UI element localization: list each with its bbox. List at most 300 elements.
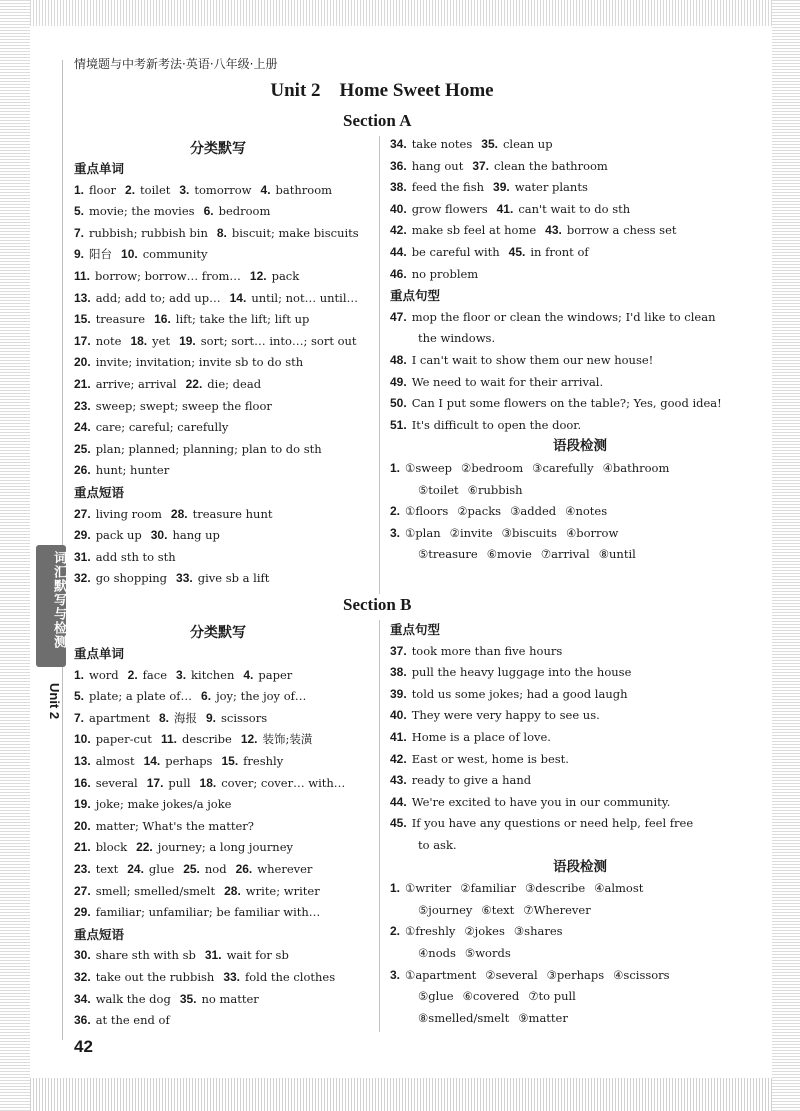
answer-line [390, 641, 770, 663]
item-number: 36. [390, 158, 407, 173]
answer-text: arrive; arrival [95, 376, 177, 391]
item-number: 39. [390, 686, 407, 701]
answer-text: bathroom [275, 182, 333, 197]
answer-text: clean the bathroom [494, 158, 608, 173]
item-number: 34. [74, 991, 91, 1006]
answer-text: ⑤toilet [418, 482, 459, 497]
category-heading: 重点句型 [390, 288, 441, 304]
answer-line [74, 374, 384, 396]
item-number: 14. [143, 753, 161, 768]
category-heading: 重点短语 [74, 926, 125, 942]
answer-text: ⑤words [464, 945, 511, 960]
answer-text: biscuit; make biscuits [231, 225, 359, 240]
subsection-heading: 语段检测 [553, 858, 607, 875]
item-number: 24. [127, 861, 144, 876]
answer-line [74, 439, 384, 461]
answer-text: ②several [485, 967, 538, 982]
answer-text: ④scissors [613, 967, 670, 982]
answer-text: ⑦to pull [528, 989, 576, 1004]
section-b-left-column [74, 643, 384, 1032]
answer-text: write; writer [245, 883, 320, 898]
item-number: 41. [390, 729, 407, 744]
answer-line [390, 523, 770, 545]
item-number: 38. [390, 180, 407, 195]
item-number: 20. [74, 818, 91, 833]
item-number: 26. [74, 463, 91, 478]
answer-line [74, 665, 384, 687]
answer-text: ⑨matter [518, 1010, 568, 1025]
answer-text: They were very happy to see us. [411, 708, 600, 723]
item-number: 6. [201, 689, 212, 704]
item-number: 10. [121, 247, 138, 262]
answer-text: ③shares [513, 924, 563, 939]
answer-line [390, 156, 770, 178]
item-number: 25. [74, 441, 91, 456]
answer-text: to ask. [418, 837, 457, 852]
item-number: 1. [74, 667, 85, 682]
answer-text: ③added [510, 504, 557, 519]
answer-text: share sth with sb [95, 948, 196, 963]
answer-text: give sb a lift [197, 571, 270, 586]
item-number: 16. [154, 312, 171, 327]
answer-line [390, 986, 770, 1008]
answer-text: yet [152, 333, 171, 348]
answer-line [390, 544, 770, 566]
answer-text: treasure hunt [192, 506, 273, 521]
scan-border-right [772, 0, 800, 1111]
answer-line [390, 770, 770, 792]
answer-line [74, 794, 384, 816]
answer-text: paper-cut [95, 732, 152, 747]
answer-line [74, 989, 384, 1011]
item-number: 23. [74, 398, 91, 413]
answer-text: ①floors [405, 504, 449, 519]
answer-line [390, 705, 770, 727]
item-number: 31. [74, 549, 91, 564]
answer-text: clean up [502, 137, 553, 151]
answer-line [390, 328, 770, 350]
book-title: 情境题与中考新考法·英语·八年级·上册 [74, 57, 278, 71]
item-number: 13. [74, 753, 91, 768]
answer-text: borrow; borrow… from… [95, 268, 241, 283]
answer-text: floor [89, 182, 117, 197]
item-number: 38. [390, 665, 407, 680]
answer-line [74, 686, 384, 708]
answer-text: add; add to; add up… [95, 290, 221, 305]
item-number: 35. [179, 991, 197, 1006]
answer-text: If you have any questions or need help, feel free [411, 816, 694, 831]
answer-line [74, 708, 384, 730]
item-number: 43. [390, 773, 407, 788]
item-number: 2. [390, 504, 401, 519]
item-number: 16. [74, 775, 91, 790]
answer-text: ⑤treasure [418, 547, 478, 562]
item-number: 3. [179, 182, 190, 197]
answer-text: ②packs [457, 504, 502, 519]
answer-text: plate; a plate of… [89, 689, 193, 704]
answer-text: word [89, 667, 119, 682]
answer-text: care; careful; carefully [95, 420, 229, 435]
answer-text: 装饰;装潢 [262, 732, 313, 747]
answer-text: can't wait to do sth [518, 201, 631, 216]
item-number: 2. [390, 924, 401, 939]
answer-text: add sth to sth [95, 549, 176, 564]
page-number: 42 [74, 1037, 93, 1056]
answer-line [74, 751, 384, 773]
answer-text: plan; planned; planning; plan to do sth [95, 441, 322, 456]
answer-text: ③perhaps [546, 967, 605, 982]
answer-text: 海报 [173, 710, 197, 725]
answer-line [390, 1008, 770, 1030]
answer-text: ④bathroom [602, 460, 670, 475]
item-number: 51. [390, 417, 407, 432]
category-heading: 重点单词 [74, 646, 125, 661]
answer-text: Can I put some flowers on the table?; Yes, good idea! [411, 396, 722, 411]
answer-line [74, 180, 384, 202]
answer-text: ①plan [405, 525, 441, 540]
item-number: 47. [390, 309, 407, 324]
item-number: 20. [74, 355, 91, 370]
item-number: 33. [223, 969, 240, 984]
item-number: 9. [74, 247, 85, 262]
item-number: 49. [390, 374, 407, 389]
section-a-left-column [74, 158, 384, 590]
item-number: 37. [390, 643, 407, 658]
item-number: 35. [481, 137, 498, 151]
answer-line [390, 264, 770, 286]
answer-text: perhaps [165, 753, 213, 768]
item-number: 36. [74, 1013, 91, 1028]
item-number: 40. [390, 201, 407, 216]
answer-text: bedroom [218, 204, 271, 219]
answer-text: in front of [530, 244, 589, 259]
answer-line [390, 480, 770, 502]
answer-text: block [95, 840, 128, 855]
answer-line [390, 199, 770, 221]
answer-text: apartment [89, 710, 150, 725]
answer-line [390, 242, 770, 264]
item-number: 45. [390, 816, 407, 831]
item-number: 11. [74, 268, 91, 283]
item-number: 8. [216, 225, 227, 240]
answer-line [74, 773, 384, 795]
item-number: 8. [158, 710, 169, 725]
answer-line [390, 415, 770, 437]
item-number: 1. [74, 182, 85, 197]
item-number: 19. [74, 797, 91, 812]
category-heading: 重点短语 [74, 484, 125, 500]
answer-line [390, 943, 770, 965]
answer-text: ④almost [594, 881, 644, 896]
item-number: 29. [74, 528, 91, 543]
answer-text: sweep; swept; sweep the floor [95, 398, 272, 413]
answer-line [390, 134, 770, 156]
answer-text: rubbish; rubbish bin [89, 225, 208, 240]
answer-text: 阳台 [89, 247, 113, 262]
answer-text: hang up [172, 528, 220, 543]
answer-text: ③describe [525, 881, 586, 896]
answer-line [390, 662, 770, 684]
item-number: 1. [390, 460, 401, 475]
item-number: 41. [496, 201, 514, 216]
answer-text: wait for sb [226, 948, 289, 963]
answer-text: sort; sort… into…; sort out [200, 333, 357, 348]
answer-text: hang out [411, 158, 464, 173]
item-number: 3. [390, 967, 401, 982]
answer-line [74, 417, 384, 439]
answer-text: I can't wait to show them our new house! [411, 352, 654, 367]
answer-text: ①apartment [405, 967, 477, 982]
answer-text: journey; a long journey [157, 840, 294, 855]
answer-line [390, 684, 770, 706]
answer-text: ⑤journey [418, 902, 473, 917]
answer-line [74, 816, 384, 838]
answer-line [390, 350, 770, 372]
scan-border-left [0, 0, 30, 1111]
answer-text: ③carefully [532, 460, 594, 475]
answer-text: go shopping [95, 571, 168, 586]
answer-text: be careful with [411, 244, 500, 259]
answer-line [390, 813, 770, 835]
item-number: 2. [127, 667, 138, 682]
item-number: 34. [390, 137, 407, 151]
section-a-right-column [390, 134, 770, 566]
answer-line [390, 900, 770, 922]
answer-line [74, 547, 384, 569]
answer-text: mop the floor or clean the windows; I'd like to clean [411, 309, 716, 324]
item-number: 18. [199, 775, 217, 790]
answer-text: the windows. [418, 331, 496, 346]
item-number: 26. [235, 861, 253, 876]
answer-text: make sb feel at home [411, 223, 537, 238]
answer-text: paper [258, 667, 293, 682]
item-number: 22. [136, 840, 153, 855]
answer-text: ⑦Wherever [523, 902, 591, 917]
item-number: 3. [390, 525, 401, 540]
answer-line [74, 352, 384, 374]
answer-line [390, 501, 770, 523]
answer-text: joy; the joy of… [216, 689, 307, 704]
answer-text: pull the heavy luggage into the house [411, 665, 632, 680]
answer-text: ②bedroom [461, 460, 524, 475]
item-number: 12. [249, 268, 267, 283]
item-number: 15. [74, 312, 91, 327]
answer-text: ⑦arrival [540, 547, 590, 562]
item-number: 17. [146, 775, 164, 790]
item-number: 30. [150, 528, 168, 543]
answer-text: fold the clothes [245, 969, 336, 984]
scan-border-top [0, 0, 800, 26]
answer-text: pack up [95, 528, 142, 543]
answer-text: wherever [257, 861, 313, 876]
scan-border-bottom [0, 1078, 800, 1111]
answer-text: ⑤glue [418, 989, 454, 1004]
item-number: 11. [160, 732, 177, 747]
answer-text: no matter [201, 991, 259, 1006]
item-number: 14. [229, 290, 247, 305]
answer-text: grow flowers [411, 201, 488, 216]
item-number: 17. [74, 333, 91, 348]
answer-text: borrow a chess set [566, 223, 677, 238]
answer-text: face [142, 667, 168, 682]
answer-line [390, 458, 770, 480]
answer-text: at the end of [95, 1013, 170, 1028]
item-number: 48. [390, 352, 407, 367]
answer-line [390, 372, 770, 394]
answer-text: ⑥covered [462, 989, 520, 1004]
answer-line [390, 393, 770, 415]
answer-text: ⑥movie [486, 547, 532, 562]
answer-text: movie; the movies [89, 204, 195, 219]
answer-line [74, 859, 384, 881]
answer-text: several [95, 775, 138, 790]
answer-text: took more than five hours [411, 643, 563, 658]
item-number: 22. [185, 376, 203, 391]
item-number: 5. [74, 689, 85, 704]
answer-line [74, 331, 384, 353]
item-number: 10. [74, 732, 91, 747]
item-number: 32. [74, 969, 91, 984]
answer-text: ①sweep [405, 460, 453, 475]
answer-text: ①freshly [405, 924, 456, 939]
item-number: 7. [74, 710, 85, 725]
answer-text: freshly [243, 753, 284, 768]
item-number: 23. [74, 861, 91, 876]
item-number: 7. [74, 225, 85, 240]
answer-text: ①writer [405, 881, 452, 896]
answer-line [74, 266, 384, 288]
side-tab-label: 词汇默写与检测 [51, 551, 66, 649]
item-number: 39. [493, 180, 510, 195]
answer-line [74, 223, 384, 245]
answer-text: told us some jokes; had a good laugh [411, 686, 628, 701]
item-number: 28. [224, 883, 241, 898]
answer-line [74, 244, 384, 266]
answer-text: ②invite [449, 525, 493, 540]
answer-text: familiar; unfamiliar; be familiar with… [95, 905, 321, 920]
answer-text: take notes [411, 137, 473, 151]
answer-line [74, 967, 384, 989]
answer-text: tomorrow [194, 182, 252, 197]
section-b-right-column [390, 619, 770, 1029]
section-b-heading: 分类默写 [190, 625, 246, 641]
item-number: 13. [74, 290, 91, 305]
item-number: 15. [221, 753, 239, 768]
side-unit-label: Unit 2 [47, 683, 62, 720]
answer-text: ready to give a hand [411, 773, 532, 788]
category-heading: 重点单词 [74, 161, 125, 176]
answer-text: community [142, 247, 208, 262]
side-tab [36, 545, 66, 667]
answer-text: hunt; hunter [95, 463, 170, 478]
answer-line [74, 568, 384, 590]
item-number: 9. [205, 710, 216, 725]
item-number: 24. [74, 420, 91, 435]
answer-line [74, 525, 384, 547]
answer-text: describe [181, 732, 232, 747]
category-heading: 重点句型 [390, 622, 441, 637]
section-a-title: Section A [343, 111, 412, 130]
item-number: 5. [74, 204, 85, 219]
answer-text: no problem [411, 266, 479, 281]
answer-line [74, 837, 384, 859]
answer-text: matter; What's the matter? [95, 818, 254, 833]
item-number: 42. [390, 223, 407, 238]
answer-line [390, 921, 770, 943]
answer-text: ④nods [418, 945, 456, 960]
answer-text: walk the dog [95, 991, 171, 1006]
answer-text: ③biscuits [501, 525, 557, 540]
answer-line [74, 1010, 384, 1032]
item-number: 50. [390, 396, 407, 411]
item-number: 19. [179, 333, 196, 348]
item-number: 37. [472, 158, 490, 173]
answer-text: lift; take the lift; lift up [175, 312, 310, 327]
answer-text: East or west, home is best. [411, 751, 569, 766]
answer-line [390, 220, 770, 242]
item-number: 27. [74, 506, 91, 521]
answer-line [390, 177, 770, 199]
section-b-title: Section B [343, 595, 412, 614]
item-number: 32. [74, 571, 91, 586]
answer-text: water plants [514, 180, 588, 195]
answer-line [390, 878, 770, 900]
item-number: 44. [390, 244, 407, 259]
answer-text: die; dead [207, 376, 262, 391]
answer-line [74, 201, 384, 223]
answer-text: text [95, 861, 119, 876]
answer-line [74, 288, 384, 310]
item-number: 21. [74, 376, 91, 391]
answer-line [74, 945, 384, 967]
item-number: 21. [74, 840, 91, 855]
answer-line [74, 396, 384, 418]
answer-line [390, 835, 770, 857]
subsection-heading: 语段检测 [553, 438, 607, 455]
item-number: 12. [240, 732, 258, 747]
answer-text: almost [95, 753, 135, 768]
item-number: 4. [260, 182, 271, 197]
answer-text: ⑧smelled/smelt [418, 1010, 510, 1025]
answer-text: ⑧until [598, 547, 636, 562]
item-number: 42. [390, 751, 407, 766]
item-number: 6. [203, 204, 214, 219]
item-number: 2. [125, 182, 136, 197]
item-number: 3. [176, 667, 187, 682]
answer-text: smell; smelled/smelt [95, 883, 216, 898]
answer-line [74, 504, 384, 526]
answer-line [74, 460, 384, 482]
answer-text: We need to wait for their arrival. [411, 374, 604, 389]
unit-title: Unit 2 Home Sweet Home [270, 80, 494, 101]
item-number: 4. [243, 667, 254, 682]
answer-text: take out the rubbish [95, 969, 215, 984]
item-number: 29. [74, 905, 91, 920]
answer-line [390, 749, 770, 771]
answer-text: glue [148, 861, 175, 876]
answer-text: cover; cover… with… [221, 775, 346, 790]
answer-text: ⑥rubbish [467, 482, 523, 497]
item-number: 25. [183, 861, 200, 876]
answer-text: until; not… until… [251, 290, 359, 305]
item-number: 45. [508, 244, 526, 259]
item-number: 1. [390, 881, 401, 896]
answer-text: joke; make jokes/a joke [95, 797, 232, 812]
answer-text: invite; invitation; invite sb to do sth [95, 355, 304, 370]
answer-text: living room [95, 506, 162, 521]
section-a-heading: 分类默写 [190, 141, 246, 157]
item-number: 27. [74, 883, 91, 898]
